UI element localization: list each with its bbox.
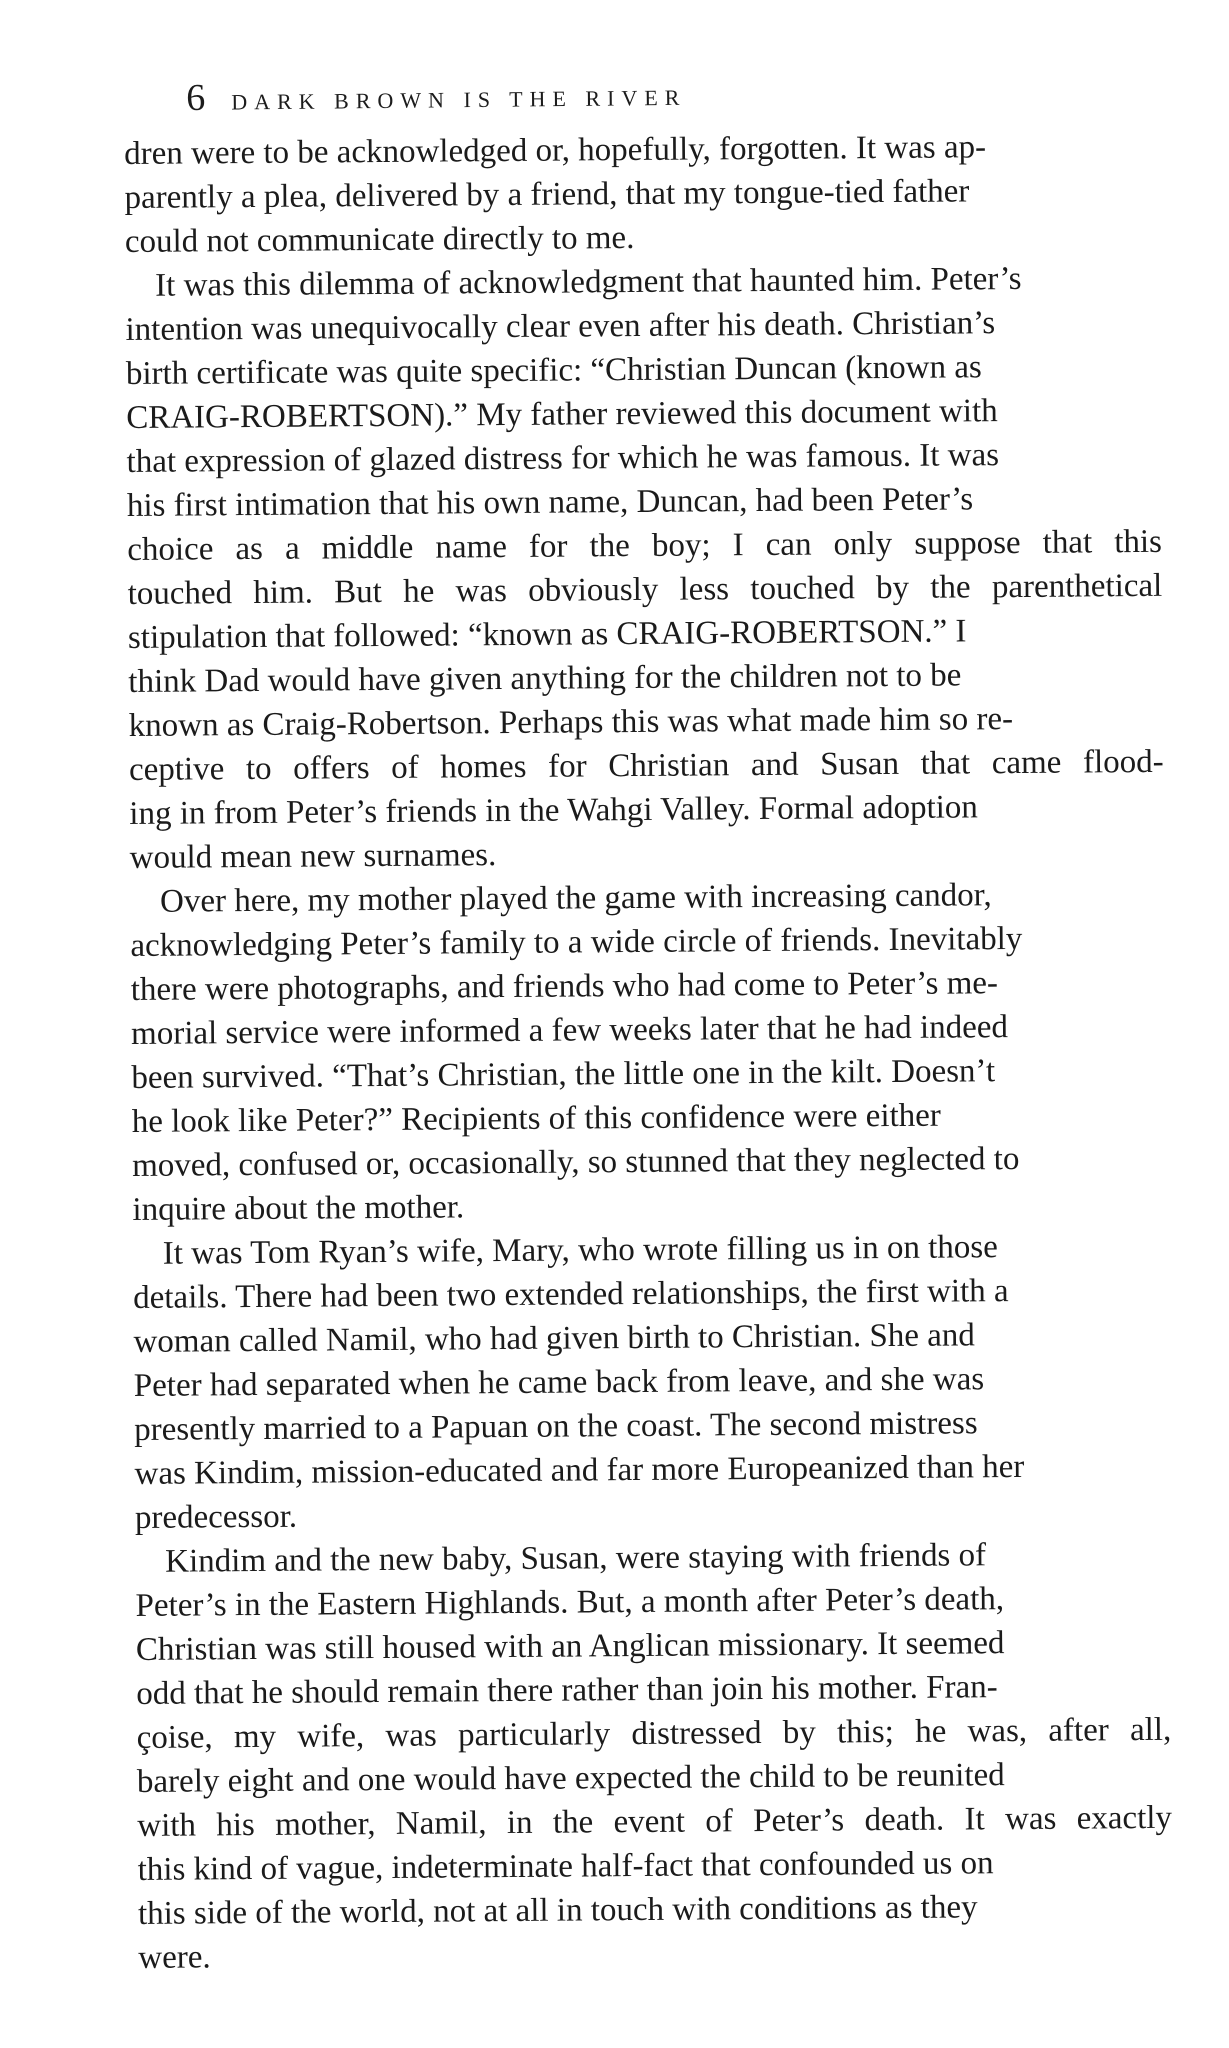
paragraph [124,124,1160,264]
text-line: moved, confused or, occasionally, so stunned that they neglected to [131,1140,1020,1184]
running-head [186,67,1086,126]
paragraph [125,256,1165,880]
text-line: would mean new surnames. [129,837,497,876]
text-line: ceptive to offers of homes for Christian and Susan that came flood- [128,743,1164,788]
text-line: were. [138,1939,211,1976]
text-line: ing in from Peter’s friends in the Wahgi Valley. Formal adoption [129,789,978,832]
text-line: morial service were informed a few weeks later that he had indeed [130,1009,1009,1052]
text-line: Christian was still housed with an Anglican missionary. It seemed [135,1625,1005,1668]
text-line: could not communicate directly to me. [124,219,635,260]
text-line: he look like Peter?” Recipients of this confidence were either [131,1097,942,1140]
running-title: DARK BROWN IS THE RIVER [231,84,687,115]
text-line: woman called Namil, who had given birth to Christian. She and [133,1317,975,1360]
text-line: birth certificate was quite specific: “Christian Duncan (known as [125,349,982,392]
text-line: Peter had separated when he came back from leave, and she was [133,1361,985,1404]
page-number: 6 [186,76,206,119]
text-line: there were photographs, and friends who had come to Peter’s me- [130,965,999,1008]
text-line: Peter’s in the Eastern Highlands. But, a month after Peter’s death, [135,1581,1005,1624]
text-line: with his mother, Namil, in the event of Peter’s death. It was exactly [137,1799,1173,1844]
paragraph [135,1532,1173,1980]
text-line: touched him. But he was obviously less touched by the parenthetical [127,567,1163,612]
text-line: was Kindim, mission-educated and far more Europeanized than her [134,1448,1025,1492]
text-line: think Dad would have given anything for the children not to be [128,657,962,700]
text-line: his first intimation that his own name, Duncan, had been Peter’s [126,481,974,524]
text-line: inquire about the mother. [132,1189,465,1228]
text-line: CRAIG-ROBERTSON).” My father reviewed this document with [126,393,998,436]
text-line: It was this dilemma of acknowledgment that haunted him. Peter’s [155,260,1022,304]
text-line: It was Tom Ryan’s wife, Mary, who wrote filling us in on those [162,1229,998,1272]
text-line: known as Craig-Robertson. Perhaps this was what made him so re- [128,701,1014,744]
text-line: been survived. “That’s Christian, the little one in the kilt. Doesn’t [131,1053,996,1096]
paragraph [130,872,1168,1232]
text-line: parently a plea, delivered by a friend, that my tongue-tied father [124,173,970,216]
text-line: çoise, my wife, was particularly distressed by this; he was, after all, [136,1711,1172,1756]
text-line: Over here, my mother played the game with increasing candor, [159,877,992,920]
text-line: dren were to be acknowledged or, hopefully, forgotten. It was ap- [124,129,987,172]
text-line: that expression of glazed distress for which he was famous. It was [126,437,1000,480]
text-line: presently married to a Papuan on the coast. The second mistress [134,1405,978,1448]
body-text [124,124,1173,1980]
text-line: acknowledging Peter’s family to a wide circle of friends. Inevitably [130,920,1023,964]
text-line: this side of the world, not at all in touch with conditions as they [137,1889,978,1932]
text-line: predecessor. [134,1498,298,1536]
text-line: Kindim and the new baby, Susan, were staying with friends of [165,1537,987,1580]
text-line: this kind of vague, indeterminate half-fact that confounded us on [137,1845,994,1888]
text-line: stipulation that followed: “known as CRAIG-ROBERTSON.” I [127,613,967,656]
paragraph [133,1224,1170,1540]
text-line: choice as a middle name for the boy; I can only suppose that this [127,523,1163,568]
text-line: barely eight and one would have expected the child to be reunited [136,1757,1005,1800]
text-line: odd that he should remain there rather than join his mother. Fran- [136,1669,998,1712]
text-line: intention was unequivocally clear even after his death. Christian’s [125,305,996,348]
text-line: details. There had been two extended relationships, the first with a [133,1273,1009,1316]
